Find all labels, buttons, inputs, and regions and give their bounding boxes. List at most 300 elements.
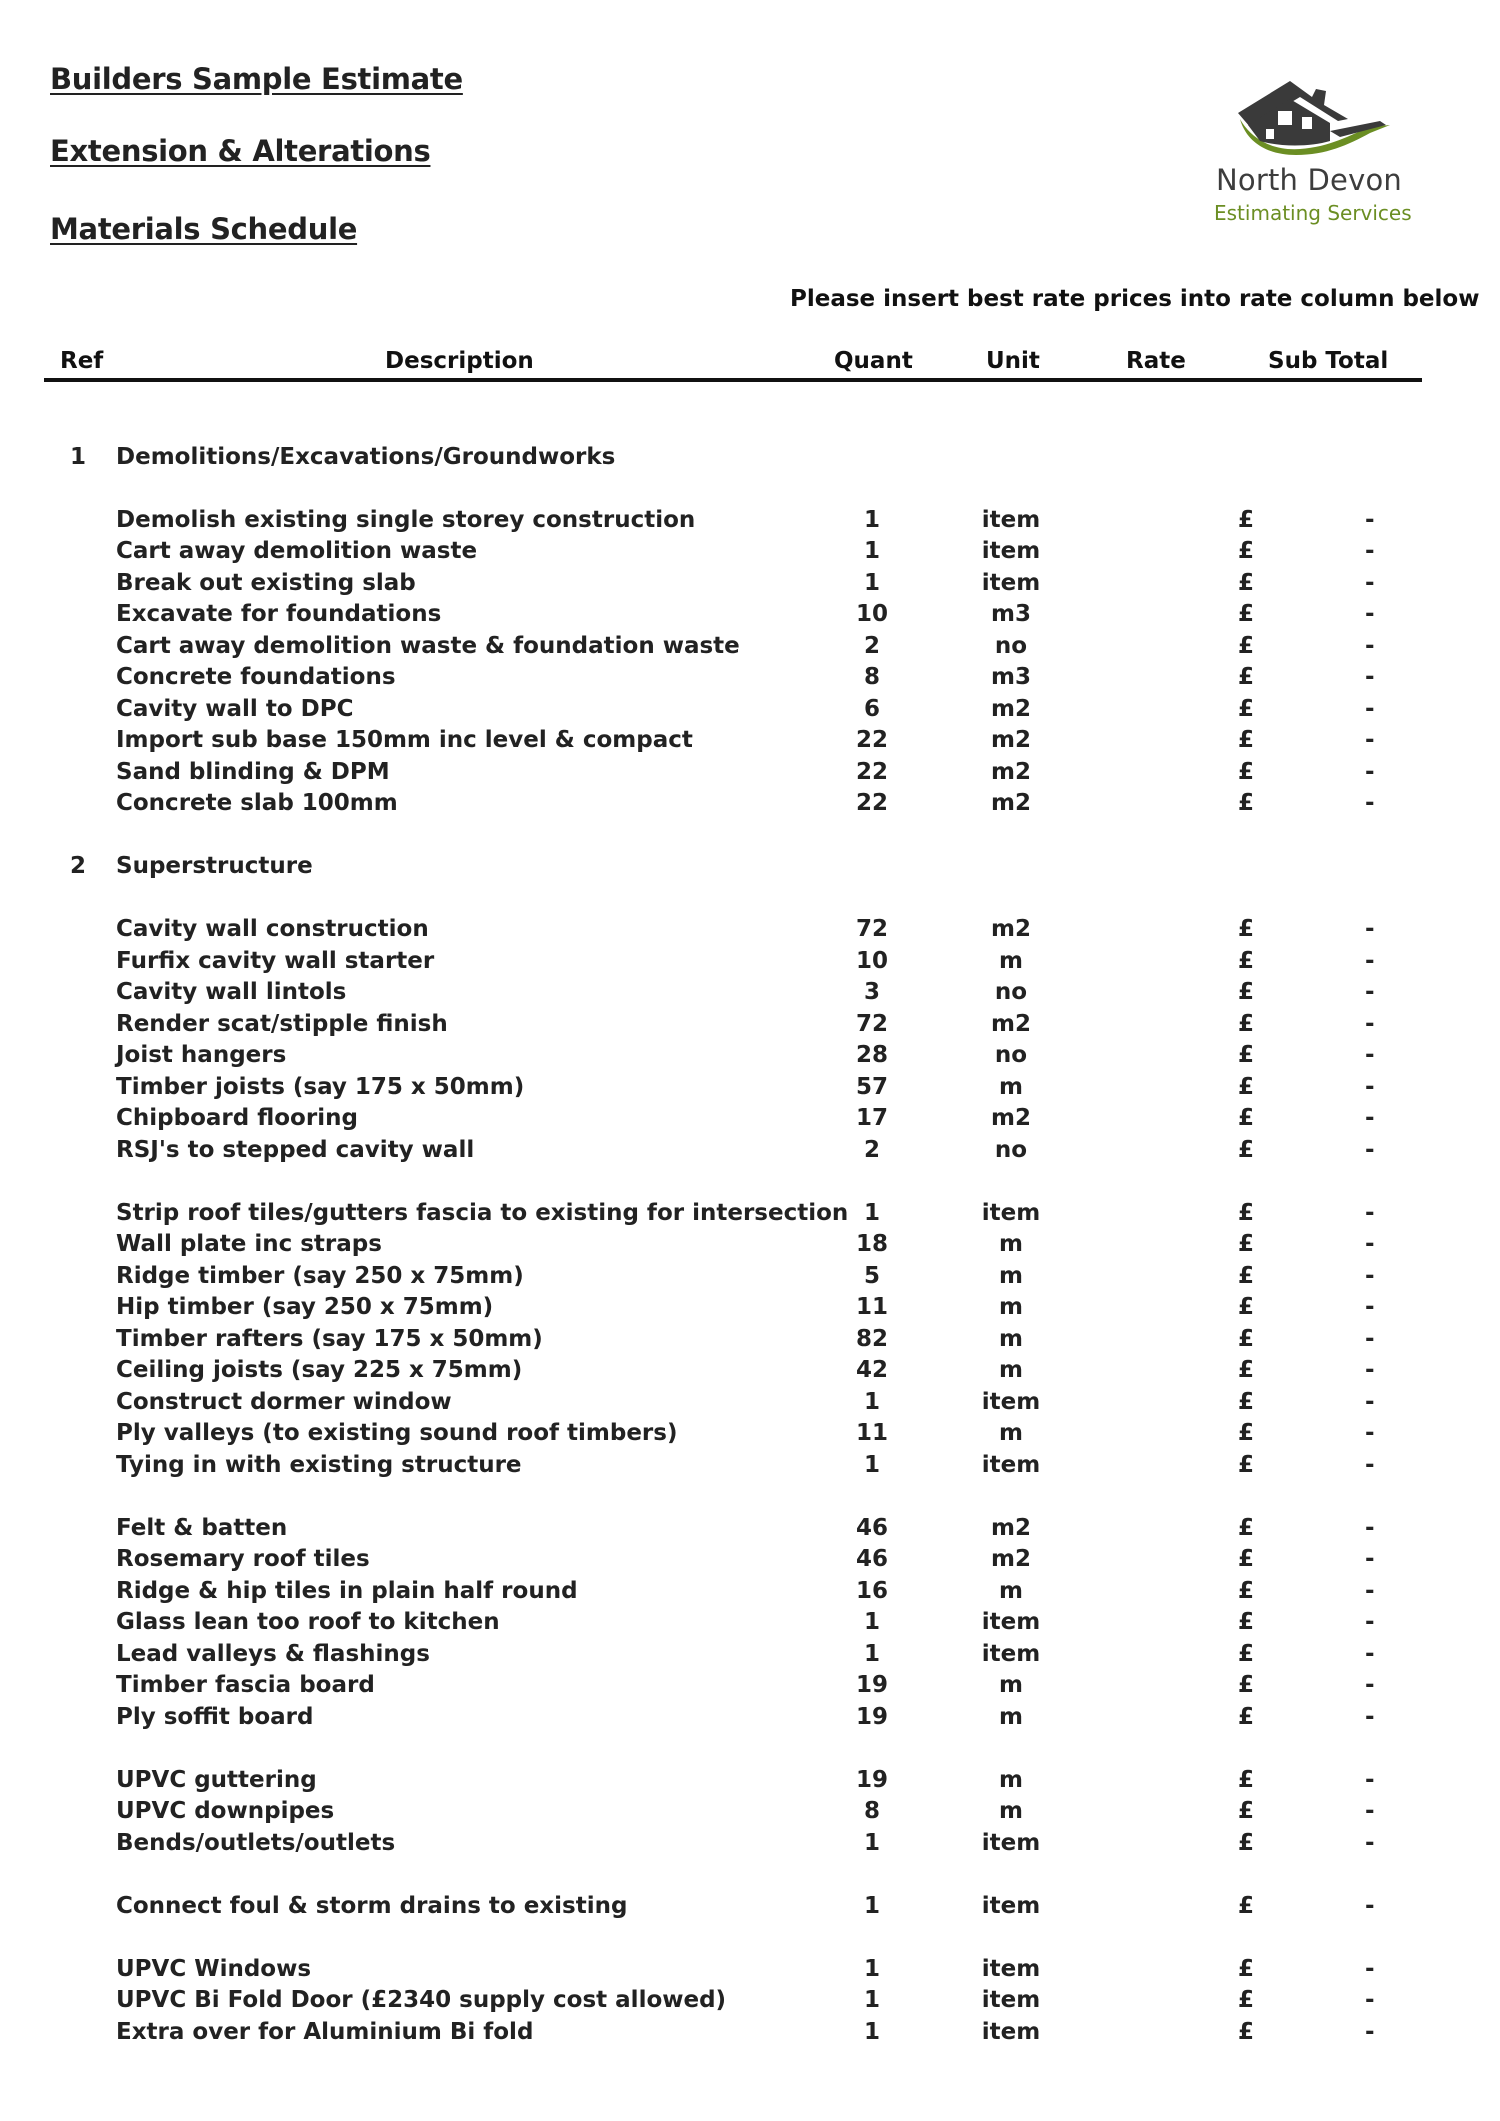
item-description: Break out existing slab	[116, 569, 416, 596]
currency-symbol: £	[1238, 1388, 1255, 1415]
currency-symbol: £	[1238, 2018, 1255, 2045]
item-unit: m	[999, 1577, 1023, 1604]
table-row	[0, 1639, 1500, 1671]
table-row	[0, 1544, 1500, 1576]
currency-symbol: £	[1238, 1766, 1255, 1793]
item-quantity: 28	[855, 1042, 889, 1068]
rate-input-cell[interactable]	[1100, 1387, 1210, 1418]
rate-input-cell[interactable]	[1100, 536, 1210, 567]
item-description: Cart away demolition waste	[116, 538, 478, 564]
item-unit: no	[994, 1136, 1028, 1163]
item-description: Timber fascia board	[116, 1672, 375, 1698]
item-description: Cavity wall lintols	[116, 979, 347, 1005]
table-row	[0, 1670, 1500, 1702]
item-description: Demolish existing single storey construction	[116, 506, 696, 533]
table-row	[0, 1198, 1500, 1230]
rate-input-cell[interactable]	[1100, 1324, 1210, 1355]
rate-input-cell[interactable]	[1100, 977, 1210, 1008]
item-quantity: 57	[855, 1073, 889, 1100]
table-row	[0, 1040, 1500, 1072]
item-unit: m	[999, 1766, 1023, 1793]
item-subtotal: -	[1365, 979, 1375, 1005]
item-quantity: 72	[855, 1010, 889, 1037]
section-row	[0, 442, 1500, 474]
currency-symbol: £	[1238, 979, 1255, 1005]
item-description: Timber rafters (say 175 x 50mm)	[116, 1325, 543, 1352]
currency-symbol: £	[1238, 1703, 1255, 1730]
currency-symbol: £	[1238, 664, 1255, 690]
currency-symbol: £	[1238, 727, 1255, 753]
item-subtotal: -	[1365, 538, 1375, 564]
rate-input-cell[interactable]	[1100, 1229, 1210, 1260]
currency-symbol: £	[1238, 1073, 1255, 1100]
rate-input-cell[interactable]	[1100, 1670, 1210, 1701]
table-row	[0, 1702, 1500, 1734]
item-quantity: 46	[855, 1514, 889, 1541]
rate-input-cell[interactable]	[1100, 946, 1210, 977]
item-subtotal: -	[1365, 1325, 1375, 1352]
item-description: UPVC Windows	[116, 1955, 312, 1982]
item-quantity: 1	[863, 506, 881, 533]
item-description: UPVC Bi Fold Door (£2340 supply cost allowed)	[116, 1987, 727, 2013]
item-quantity: 17	[855, 1105, 889, 1131]
item-quantity: 1	[863, 569, 881, 596]
item-description: Concrete foundations	[116, 664, 396, 690]
table-row	[0, 1355, 1500, 1387]
rate-input-cell[interactable]	[1100, 631, 1210, 662]
table-row	[0, 1009, 1500, 1041]
item-subtotal: -	[1365, 632, 1375, 659]
item-subtotal: -	[1365, 790, 1375, 816]
item-subtotal: -	[1365, 1609, 1375, 1635]
item-unit: item	[981, 1609, 1041, 1635]
table-row	[0, 505, 1500, 537]
item-quantity: 1	[863, 1609, 881, 1635]
rate-input-cell[interactable]	[1100, 1891, 1210, 1922]
item-description: Strip roof tiles/gutters fascia to existing for intersection	[116, 1199, 849, 1226]
column-header-rate: Rate	[1126, 348, 1186, 374]
table-row	[0, 1324, 1500, 1356]
table-row	[0, 631, 1500, 663]
currency-symbol: £	[1238, 1955, 1255, 1982]
item-description: Glass lean too roof to kitchen	[116, 1609, 500, 1635]
item-subtotal: -	[1365, 1546, 1375, 1572]
currency-symbol: £	[1238, 947, 1255, 974]
item-description: Cavity wall construction	[116, 916, 429, 942]
item-quantity: 22	[855, 758, 889, 785]
table-row	[0, 1513, 1500, 1545]
rate-input-cell[interactable]	[1100, 1072, 1210, 1103]
rate-input-cell[interactable]	[1100, 725, 1210, 756]
table-row	[0, 1387, 1500, 1419]
item-unit: item	[981, 1987, 1041, 2013]
rate-input-cell[interactable]	[1100, 568, 1210, 599]
currency-symbol: £	[1238, 569, 1255, 596]
item-quantity: 46	[855, 1546, 889, 1572]
currency-symbol: £	[1238, 916, 1255, 942]
table-row	[0, 599, 1500, 631]
item-subtotal: -	[1365, 1672, 1375, 1698]
item-unit: item	[981, 569, 1041, 596]
item-quantity: 72	[855, 916, 889, 942]
item-unit: m2	[991, 1514, 1031, 1541]
item-description: Cavity wall to DPC	[116, 695, 354, 722]
item-unit: m	[999, 1231, 1023, 1257]
table-row	[0, 694, 1500, 726]
table-row	[0, 1418, 1500, 1450]
currency-symbol: £	[1238, 1798, 1255, 1824]
item-unit: no	[994, 1042, 1028, 1068]
item-unit: m3	[991, 601, 1031, 627]
item-unit: item	[981, 1388, 1041, 1415]
column-header-unit: Unit	[986, 348, 1040, 374]
item-subtotal: -	[1365, 569, 1375, 596]
currency-symbol: £	[1238, 632, 1255, 659]
table-row	[0, 1765, 1500, 1797]
item-subtotal: -	[1365, 664, 1375, 690]
table-row	[0, 536, 1500, 568]
item-unit: item	[981, 1451, 1041, 1478]
spacer-row	[0, 1166, 1500, 1198]
item-description: Render scat/stipple finish	[116, 1010, 448, 1037]
table-row	[0, 1796, 1500, 1828]
item-quantity: 16	[855, 1577, 889, 1604]
item-subtotal: -	[1365, 1987, 1375, 2013]
table-row	[0, 1891, 1500, 1923]
item-unit: m	[999, 1073, 1023, 1100]
currency-symbol: £	[1238, 1577, 1255, 1604]
currency-symbol: £	[1238, 1420, 1255, 1446]
rate-input-cell[interactable]	[1100, 1292, 1210, 1323]
table-row	[0, 1229, 1500, 1261]
currency-symbol: £	[1238, 506, 1255, 533]
item-quantity: 1	[863, 1199, 881, 1226]
table-row	[0, 1450, 1500, 1482]
rate-input-cell[interactable]	[1100, 1009, 1210, 1040]
schedule-table	[0, 410, 1500, 2048]
item-description: Construct dormer window	[116, 1388, 452, 1415]
item-description: Connect foul & storm drains to existing	[116, 1892, 628, 1919]
item-subtotal: -	[1365, 1514, 1375, 1541]
item-subtotal: -	[1365, 1451, 1375, 1478]
table-row	[0, 1292, 1500, 1324]
item-unit: m	[999, 1672, 1023, 1698]
item-unit: m2	[991, 1010, 1031, 1037]
item-subtotal: -	[1365, 1420, 1375, 1446]
item-quantity: 1	[863, 1451, 881, 1478]
rate-input-cell[interactable]	[1100, 1985, 1210, 2016]
item-subtotal: -	[1365, 1703, 1375, 1730]
currency-symbol: £	[1238, 1042, 1255, 1068]
spacer-row	[0, 883, 1500, 915]
spacer-row	[0, 1922, 1500, 1954]
item-subtotal: -	[1365, 695, 1375, 722]
rate-input-cell[interactable]	[1100, 1765, 1210, 1796]
rate-input-cell[interactable]	[1100, 599, 1210, 630]
item-description: Concrete slab 100mm	[116, 790, 398, 816]
table-row	[0, 757, 1500, 789]
item-unit: item	[981, 1892, 1041, 1919]
item-unit: m2	[991, 727, 1031, 753]
item-unit: m2	[991, 1546, 1031, 1572]
currency-symbol: £	[1238, 1231, 1255, 1257]
item-subtotal: -	[1365, 1010, 1375, 1037]
table-row	[0, 977, 1500, 1009]
rate-input-cell[interactable]	[1100, 1418, 1210, 1449]
item-unit: item	[981, 2018, 1041, 2045]
item-subtotal: -	[1365, 1640, 1375, 1667]
document-subtitle: Extension & Alterations	[50, 134, 431, 168]
item-subtotal: -	[1365, 1798, 1375, 1824]
table-row	[0, 1607, 1500, 1639]
section-row	[0, 851, 1500, 883]
currency-symbol: £	[1238, 1451, 1255, 1478]
item-description: Rosemary roof tiles	[116, 1546, 370, 1572]
table-row	[0, 568, 1500, 600]
item-description: Wall plate inc straps	[116, 1231, 382, 1257]
rate-input-cell[interactable]	[1100, 1828, 1210, 1859]
table-row	[0, 1985, 1500, 2017]
item-subtotal: -	[1365, 1388, 1375, 1415]
table-row	[0, 914, 1500, 946]
item-subtotal: -	[1365, 1199, 1375, 1226]
currency-symbol: £	[1238, 1199, 1255, 1226]
item-description: Hip timber (say 250 x 75mm)	[116, 1294, 494, 1320]
item-quantity: 1	[863, 1640, 881, 1667]
rate-input-cell[interactable]	[1100, 1513, 1210, 1544]
item-unit: m	[999, 947, 1023, 974]
item-description: Lead valleys & flashings	[116, 1640, 430, 1667]
rate-input-cell[interactable]	[1100, 1702, 1210, 1733]
currency-symbol: £	[1238, 1010, 1255, 1037]
currency-symbol: £	[1238, 1829, 1255, 1856]
item-subtotal: -	[1365, 1105, 1375, 1131]
item-quantity: 3	[863, 979, 881, 1005]
item-description: RSJ's to stepped cavity wall	[116, 1136, 475, 1163]
table-row	[0, 725, 1500, 757]
item-quantity: 2	[863, 1136, 881, 1163]
column-header-ref: Ref	[60, 348, 104, 374]
item-description: Ridge timber (say 250 x 75mm)	[116, 1262, 524, 1289]
item-unit: no	[994, 979, 1028, 1005]
rate-input-cell[interactable]	[1100, 694, 1210, 725]
item-unit: item	[981, 1199, 1041, 1226]
currency-symbol: £	[1238, 695, 1255, 722]
item-description: UPVC guttering	[116, 1766, 317, 1793]
rate-input-cell[interactable]	[1100, 1040, 1210, 1071]
item-description: Sand blinding & DPM	[116, 758, 390, 785]
schedule-title: Materials Schedule	[50, 212, 358, 246]
table-row	[0, 2017, 1500, 2049]
item-quantity: 1	[863, 1955, 881, 1982]
currency-symbol: £	[1238, 1987, 1255, 2013]
spacer-row	[0, 820, 1500, 852]
item-subtotal: -	[1365, 916, 1375, 942]
currency-symbol: £	[1238, 790, 1255, 816]
rate-input-cell[interactable]	[1100, 1544, 1210, 1575]
currency-symbol: £	[1238, 1609, 1255, 1635]
item-quantity: 1	[863, 1388, 881, 1415]
currency-symbol: £	[1238, 1514, 1255, 1541]
item-unit: m	[999, 1262, 1023, 1289]
item-description: Chipboard flooring	[116, 1105, 358, 1131]
item-unit: item	[981, 1829, 1041, 1856]
table-row	[0, 1954, 1500, 1986]
item-description: Felt & batten	[116, 1514, 288, 1541]
rate-input-cell[interactable]	[1100, 1198, 1210, 1229]
currency-symbol: £	[1238, 1640, 1255, 1667]
item-unit: m	[999, 1325, 1023, 1352]
rate-input-cell[interactable]	[1100, 1954, 1210, 1985]
rate-input-cell[interactable]	[1100, 757, 1210, 788]
rate-input-cell[interactable]	[1100, 1135, 1210, 1166]
item-quantity: 1	[863, 2018, 881, 2045]
currency-symbol: £	[1238, 1892, 1255, 1919]
item-quantity: 42	[855, 1357, 889, 1383]
item-description: Ply valleys (to existing sound roof timbers)	[116, 1420, 678, 1446]
item-unit: item	[981, 506, 1041, 533]
item-description: Timber joists (say 175 x 50mm)	[116, 1073, 525, 1100]
item-unit: item	[981, 538, 1041, 564]
item-subtotal: -	[1365, 1829, 1375, 1856]
rate-input-cell[interactable]	[1100, 788, 1210, 819]
item-quantity: 19	[855, 1766, 889, 1793]
rate-input-cell[interactable]	[1100, 2017, 1210, 2048]
currency-symbol: £	[1238, 601, 1255, 627]
rate-input-cell[interactable]	[1100, 1355, 1210, 1386]
company-logo	[1200, 75, 1430, 235]
currency-symbol: £	[1238, 1262, 1255, 1289]
item-quantity: 11	[855, 1420, 889, 1446]
currency-symbol: £	[1238, 1105, 1255, 1131]
currency-symbol: £	[1238, 1672, 1255, 1698]
item-subtotal: -	[1365, 1577, 1375, 1604]
item-unit: m2	[991, 1105, 1031, 1131]
table-row	[0, 662, 1500, 694]
item-description: Ceiling joists (say 225 x 75mm)	[116, 1357, 523, 1383]
rate-instruction: Please insert best rate prices into rate column below	[790, 286, 1480, 312]
item-subtotal: -	[1365, 727, 1375, 753]
item-description: Ridge & hip tiles in plain half round	[116, 1577, 578, 1604]
table-row	[0, 946, 1500, 978]
item-quantity: 1	[863, 538, 881, 564]
item-quantity: 19	[855, 1703, 889, 1730]
item-quantity: 22	[855, 727, 889, 753]
item-quantity: 8	[863, 664, 881, 690]
item-subtotal: -	[1365, 1073, 1375, 1100]
house-icon	[1230, 75, 1400, 155]
table-row	[0, 1576, 1500, 1608]
item-quantity: 2	[863, 632, 881, 659]
item-subtotal: -	[1365, 758, 1375, 785]
rate-input-cell[interactable]	[1100, 1639, 1210, 1670]
item-quantity: 1	[863, 1829, 881, 1856]
item-unit: m2	[991, 916, 1031, 942]
rate-input-cell[interactable]	[1100, 1450, 1210, 1481]
item-unit: m2	[991, 790, 1031, 816]
item-subtotal: -	[1365, 1262, 1375, 1289]
rate-input-cell[interactable]	[1100, 505, 1210, 536]
item-quantity: 19	[855, 1672, 889, 1698]
item-subtotal: -	[1365, 1294, 1375, 1320]
rate-input-cell[interactable]	[1100, 1607, 1210, 1638]
rate-input-cell[interactable]	[1100, 1261, 1210, 1292]
table-row	[0, 1135, 1500, 1167]
currency-symbol: £	[1238, 1546, 1255, 1572]
table-row	[0, 1103, 1500, 1135]
item-subtotal: -	[1365, 601, 1375, 627]
header-divider	[44, 378, 1422, 382]
item-description: Tying in with existing structure	[116, 1451, 522, 1478]
spacer-row	[0, 473, 1500, 505]
section-title: Demolitions/Excavations/Groundworks	[116, 443, 616, 470]
item-quantity: 8	[863, 1798, 881, 1824]
item-unit: m	[999, 1420, 1023, 1446]
item-subtotal: -	[1365, 1892, 1375, 1919]
item-unit: m	[999, 1294, 1023, 1320]
item-unit: no	[994, 632, 1028, 659]
item-unit: m3	[991, 664, 1031, 690]
item-subtotal: -	[1365, 1357, 1375, 1383]
rate-input-cell[interactable]	[1100, 1576, 1210, 1607]
currency-symbol: £	[1238, 1294, 1255, 1320]
spacer-row	[0, 410, 1500, 442]
item-subtotal: -	[1365, 1766, 1375, 1793]
item-subtotal: -	[1365, 947, 1375, 974]
currency-symbol: £	[1238, 538, 1255, 564]
rate-input-cell[interactable]	[1100, 1796, 1210, 1827]
item-quantity: 18	[855, 1231, 889, 1257]
item-unit: m	[999, 1703, 1023, 1730]
item-subtotal: -	[1365, 506, 1375, 533]
item-unit: item	[981, 1955, 1041, 1982]
rate-input-cell[interactable]	[1100, 662, 1210, 693]
item-subtotal: -	[1365, 1955, 1375, 1982]
item-subtotal: -	[1365, 1136, 1375, 1163]
currency-symbol: £	[1238, 1136, 1255, 1163]
table-row	[0, 1828, 1500, 1860]
rate-input-cell[interactable]	[1100, 914, 1210, 945]
item-subtotal: -	[1365, 1231, 1375, 1257]
currency-symbol: £	[1238, 758, 1255, 785]
rate-input-cell[interactable]	[1100, 1103, 1210, 1134]
section-ref: 2	[70, 853, 87, 879]
item-unit: m	[999, 1798, 1023, 1824]
document-title: Builders Sample Estimate	[50, 62, 463, 96]
item-description: Cart away demolition waste & foundation waste	[116, 632, 740, 659]
item-unit: m	[999, 1357, 1023, 1383]
item-description: Furfix cavity wall starter	[116, 947, 435, 974]
section-ref: 1	[70, 443, 87, 470]
item-quantity: 22	[855, 790, 889, 816]
item-description: Excavate for foundations	[116, 601, 442, 627]
item-quantity: 10	[855, 947, 889, 974]
item-description: Extra over for Aluminium Bi fold	[116, 2018, 534, 2045]
section-title: Superstructure	[116, 853, 313, 879]
column-header-description: Description	[385, 348, 534, 374]
item-quantity: 11	[855, 1294, 889, 1320]
item-subtotal: -	[1365, 2018, 1375, 2045]
column-header-subtotal: Sub Total	[1268, 348, 1389, 374]
item-description: Joist hangers	[116, 1042, 287, 1068]
table-row	[0, 1072, 1500, 1104]
spacer-row	[0, 1733, 1500, 1765]
logo-company-name: North Devon	[1216, 163, 1402, 197]
item-unit: item	[981, 1640, 1041, 1667]
logo-tagline: Estimating Services	[1214, 201, 1412, 225]
item-description: Bends/outlets/outlets	[116, 1829, 396, 1856]
column-header-quant: Quant	[834, 348, 913, 374]
